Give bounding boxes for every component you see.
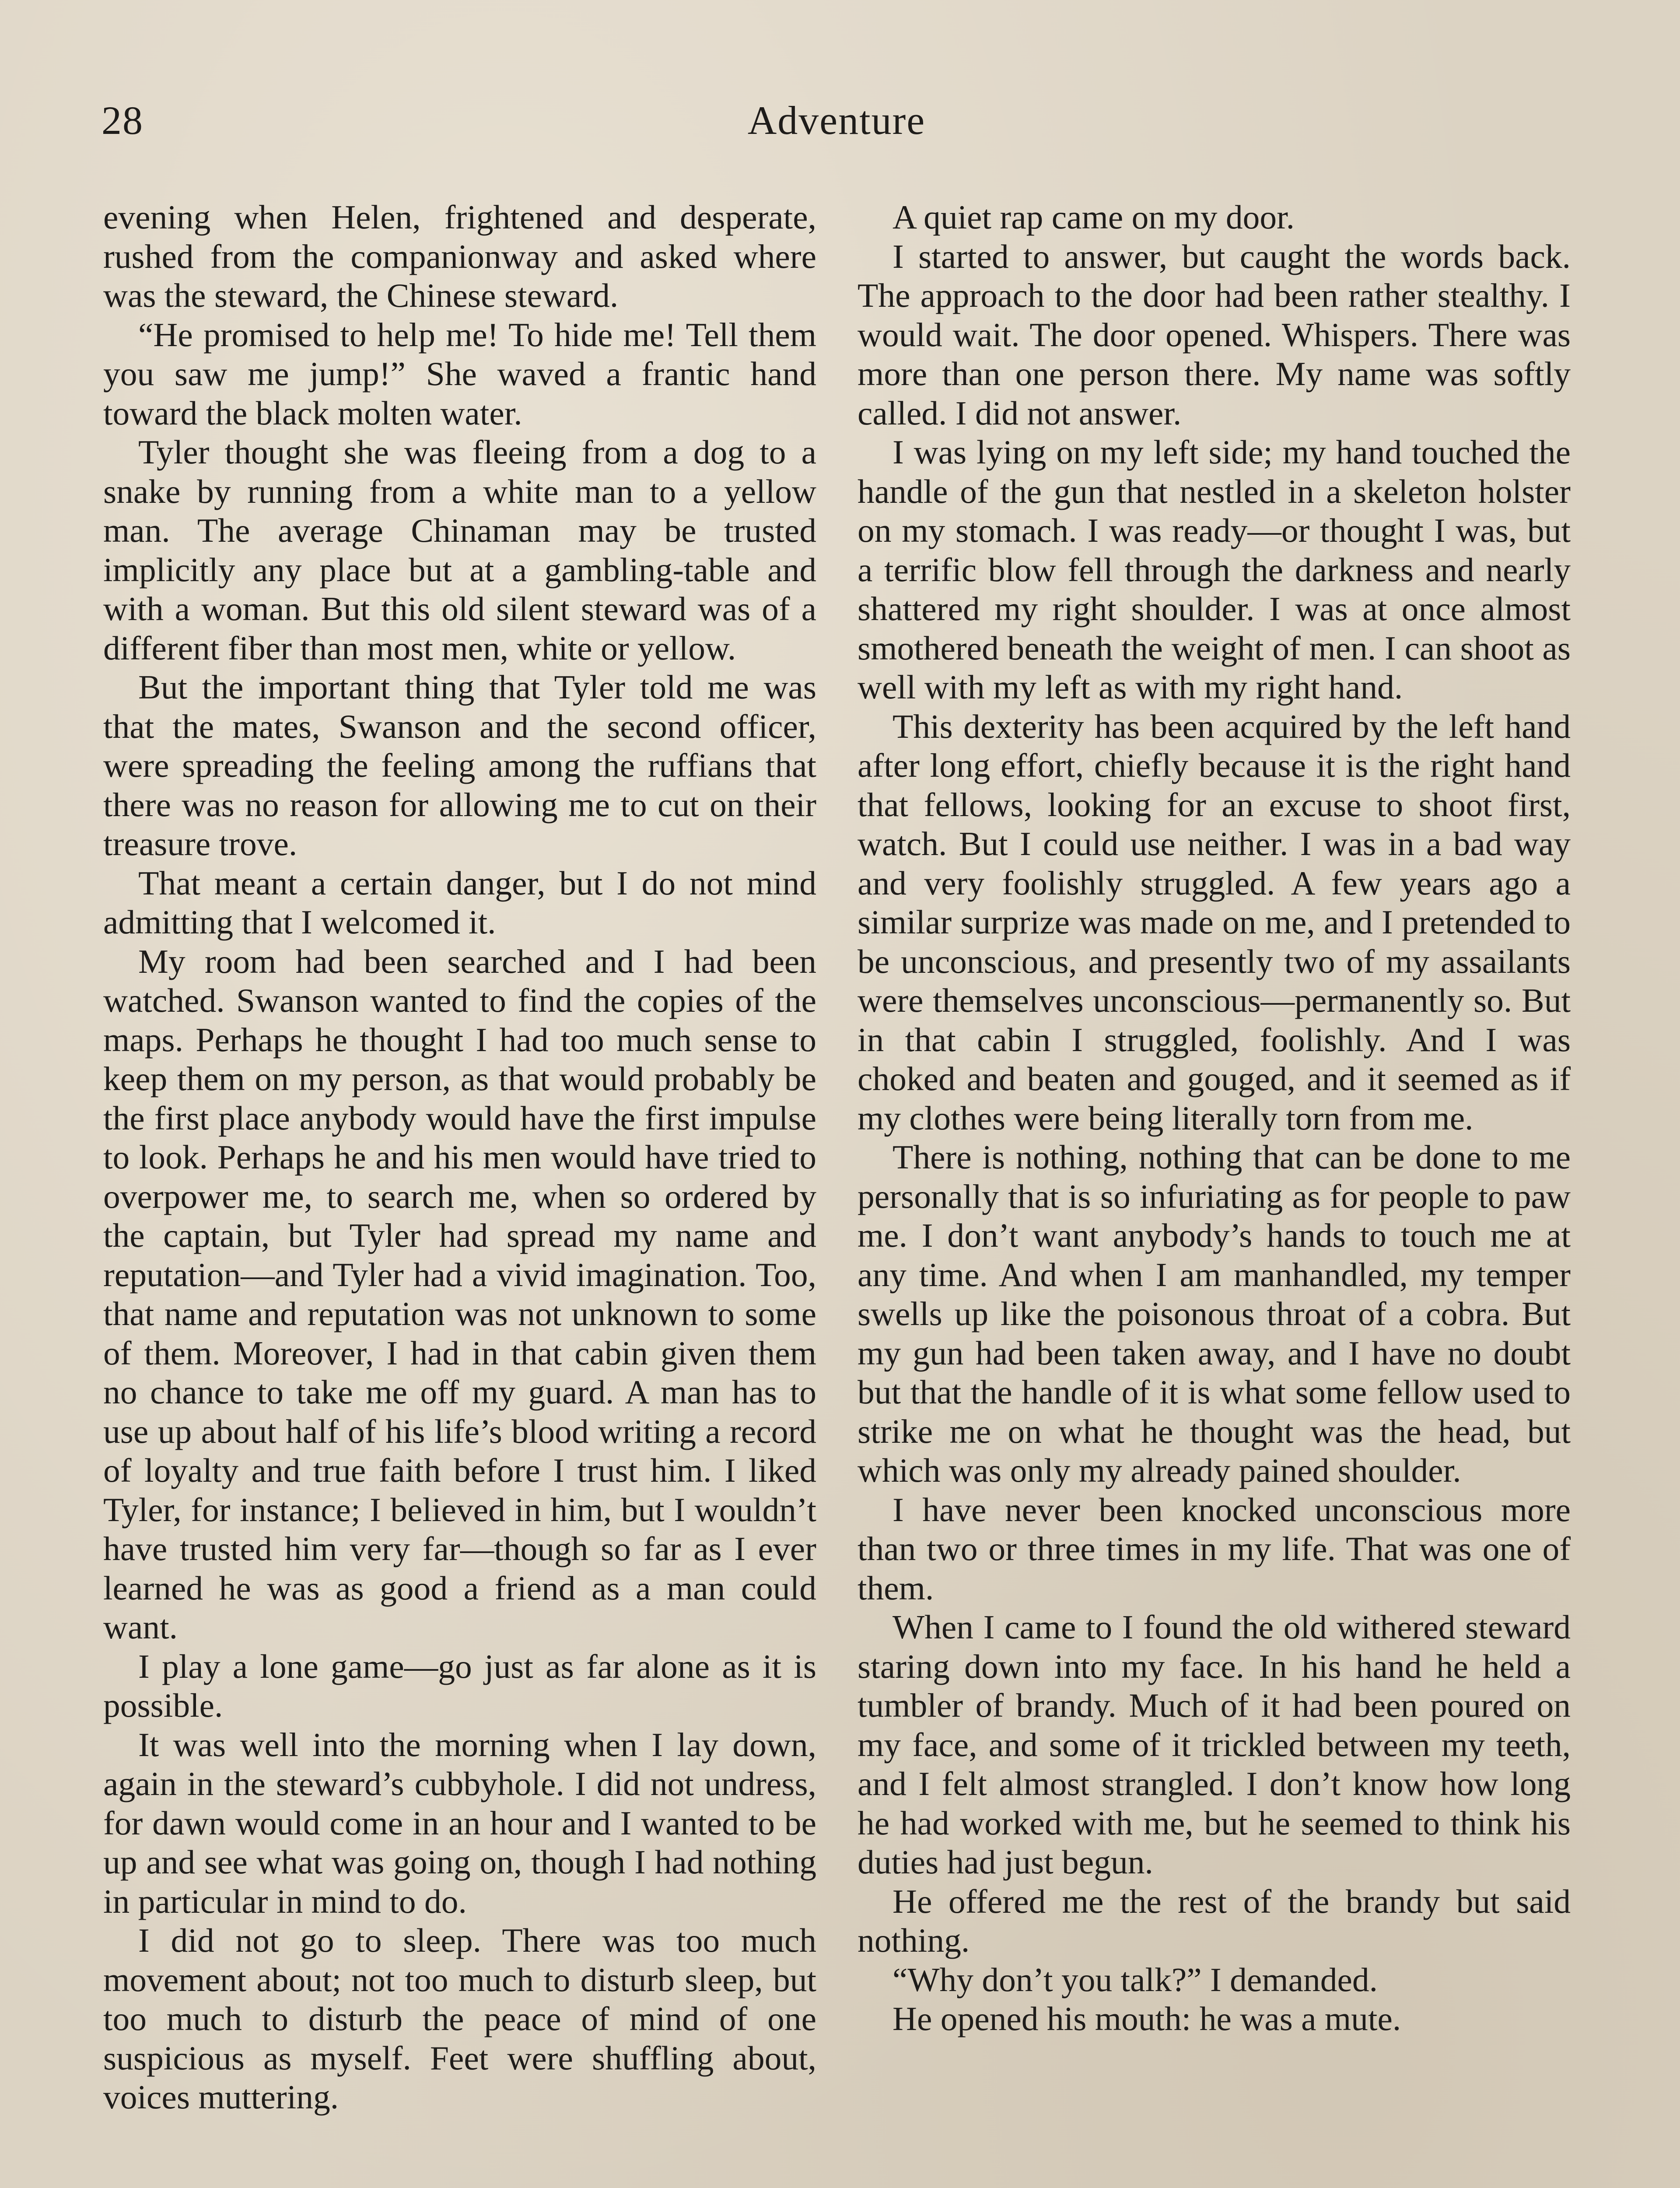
paragraph: I was lying on my left side; my hand touched the handle of the gun that nestled in a skeleton holster on my stomach. I was ready—or thought I was, but a terrific blow fell through the darkness and nearly shattered my right shoulder. I was at once almost smothered beneath the weight of men. I can shoot as well with my left as with my right hand. [858,433,1571,706]
running-title: Adventure [747,98,926,143]
paragraph: Tyler thought she was fleeing from a dog to a snake by running from a white man to a yellow man. The average Chinaman may be trusted implicitly any place but at a gambling-table and with a woman. But this old silent steward was of a different fiber than most men, white or yellow. [103,433,816,667]
right-column [858,198,1571,2039]
paragraph: This dexterity has been acquired by the left hand after long effort, chiefly because it is the right hand that fellows, looking for an excuse to shoot first, watch. But I could use neither. I was in a bad way and very foolishly struggled. A few years ago a similar surprize was made on me, and I pretended to be unconscious, and presently two of my assailants were themselves unconscious—permanently so. But in that cabin I struggled, foolishly. And I was choked and beaten and gouged, and it seemed as if my clothes were being literally torn from me. [858,707,1571,1137]
paragraph: “He promised to help me! To hide me! Tell them you saw me jump!” She waved a frantic hand toward the black molten water. [103,316,816,432]
paragraph: He offered me the rest of the brandy but said nothing. [858,1882,1571,1959]
left-column [103,198,816,2117]
paragraph: It was well into the morning when I lay down, again in the steward’s cubbyhole. I did not undress, for dawn would come in an hour and I wanted to be up and see what was going on, though I had nothing in particular in mind to do. [103,1725,816,1920]
page-header [102,97,1572,158]
paragraph: When I came to I found the old withered steward staring down into my face. In his hand he held a tumbler of brandy. Much of it had been poured on my face, and some of it trickled between my teeth, and I felt almost strangled. I don’t know how long he had worked with me, but he seemed to think his duties had just begun. [858,1608,1571,1881]
page-number: 28 [102,98,144,143]
paragraph: He opened his mouth: he was a mute. [892,2000,1401,2037]
paragraph: “Why don’t you talk?” I demanded. [892,1960,1378,1999]
paragraph: evening when Helen, frightened and desperate, rushed from the companionway and asked where was the steward, the Chinese steward. [103,198,816,314]
paragraph: That meant a certain danger, but I do not mind admitting that I welcomed it. [103,864,816,941]
paragraph: I started to answer, but caught the words back. The approach to the door had been rather stealthy. I would wait. The door opened. Whispers. There was more than one person there. My name was softly called. I did not answer. [858,237,1571,432]
paragraph: My room had been searched and I had been watched. Swanson wanted to find the copies of the maps. Perhaps he thought I had too much sense to keep them on my person, as that would probably be the first place anybody would have the first impulse to look. Perhaps he and his men would have tried to overpower me, to search me, when so ordered by the captain, but Tyler had spread my name and reputation—and Tyler had a vivid imagination. Too, that name and reputation was not unknown to some of them. Moreover, I had in that cabin given them no chance to take me off my guard. A man has to use up about half of his life’s blood writing a record of loyalty and true faith before I trust him. I liked Tyler, for instance; I believed in him, but I wouldn’t have trusted him very far—though so far as I ever learned he was as good a friend as a man could want. [103,942,816,1646]
paragraph: I did not go to sleep. There was too much movement about; not too much to disturb sleep, but too much to disturb the peace of mind of one suspicious as myself. Feet were shuffling about, voices muttering. [103,1922,816,2116]
paragraph: I have never been knocked unconscious more than two or three times in my life. That was one of them. [858,1490,1571,1607]
paragraph: There is nothing, nothing that can be done to me personally that is so infuriating as for people to paw me. I don’t want anybody’s hands to touch me at any time. And when I am manhandled, my temper swells up like the poisonous throat of a cobra. But my gun had been taken away, and I have no doubt but that the handle of it is what some fellow used to strike me on what he thought was the head, but which was only my already pained shoulder. [858,1138,1571,1489]
paragraph: But the important thing that Tyler told me was that the mates, Swanson and the second officer, were spreading the feeling among the ruffians that there was no reason for allowing me to cut on their treasure trove. [103,668,816,863]
paragraph: I play a lone game—go just as far alone as it is possible. [103,1647,816,1724]
paragraph: A quiet rap came on my door. [892,198,1295,236]
